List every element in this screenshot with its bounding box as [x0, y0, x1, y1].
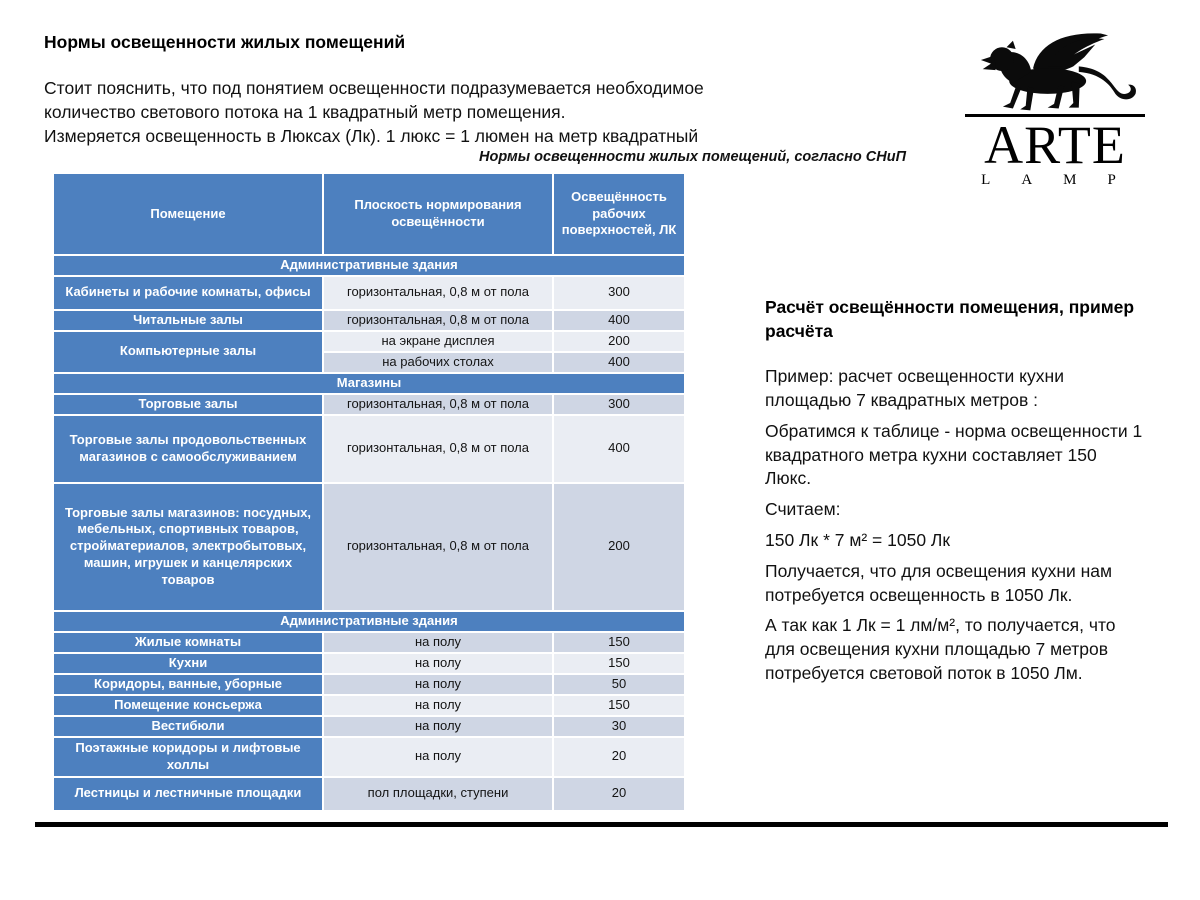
plane-cell: на рабочих столах — [324, 353, 552, 372]
lux-cell: 300 — [554, 277, 684, 309]
lux-cell: 400 — [554, 311, 684, 330]
table-row — [54, 416, 684, 482]
plane-cell: на полу — [324, 738, 552, 776]
calc-paragraph: Обратимся к таблице - норма освещенности 1 квадратного метра кухни составляет 150 Люкс. — [765, 420, 1143, 489]
plane-cell: горизонтальная, 0,8 м от пола — [324, 311, 552, 330]
intro-paragraph-1: Стоит пояснить, что под понятием освещенности подразумевается необходимое количество светового потока на 1 квадратный метр помещения. — [44, 78, 704, 123]
plane-cell: горизонтальная, 0,8 м от пола — [324, 484, 552, 610]
section-row — [54, 612, 684, 631]
plane-cell: на полу — [324, 675, 552, 694]
lux-cell: 400 — [554, 416, 684, 482]
table-row — [54, 311, 684, 330]
calculation-example — [765, 296, 1147, 693]
calc-paragraph: Считаем: — [765, 499, 841, 520]
plane-cell: на полу — [324, 717, 552, 736]
section-row — [54, 374, 684, 393]
intro-text — [44, 76, 758, 148]
room-cell: Торговые залы — [54, 395, 322, 414]
room-cell: Торговые залы магазинов: посудных, мебельных, спортивных товаров, стройматериалов, электробытовых, машин, игрушек и канцелярских товаров — [54, 484, 322, 610]
page-title: Нормы освещенности жилых помещений — [44, 32, 406, 52]
lux-cell: 200 — [554, 484, 684, 610]
table-row — [54, 696, 684, 715]
section-title: Административные здания — [54, 256, 684, 275]
section-title: Магазины — [54, 374, 684, 393]
section-row — [54, 256, 684, 275]
table-row — [54, 738, 684, 776]
room-cell: Жилые комнаты — [54, 633, 322, 652]
calc-title: Расчёт освещённости помещения, пример расчёта — [765, 297, 1135, 341]
plane-cell: на полу — [324, 654, 552, 673]
room-cell: Читальные залы — [54, 311, 322, 330]
room-cell: Лестницы и лестничные площадки — [54, 778, 322, 810]
lux-cell: 150 — [554, 633, 684, 652]
plane-cell: горизонтальная, 0,8 м от пола — [324, 416, 552, 482]
room-cell: Торговые залы продовольственных магазинов с самообслуживанием — [54, 416, 322, 482]
winged-lion-icon — [963, 28, 1147, 114]
column-header-plane: Плоскость нормирования освещённости — [324, 174, 552, 254]
table-row — [54, 717, 684, 736]
room-cell: Поэтажные коридоры и лифтовые холлы — [54, 738, 322, 776]
lux-cell: 300 — [554, 395, 684, 414]
lux-cell: 50 — [554, 675, 684, 694]
table-row — [54, 332, 684, 351]
calc-formula: 150 Лк * 7 м² = 1050 Лк — [765, 530, 951, 551]
lux-cell: 30 — [554, 717, 684, 736]
brand-subname: LAMP — [981, 171, 1147, 188]
section-title: Административные здания — [54, 612, 684, 631]
lux-cell: 150 — [554, 696, 684, 715]
lux-cell: 150 — [554, 654, 684, 673]
plane-cell: горизонтальная, 0,8 м от пола — [324, 395, 552, 414]
room-cell: Кабинеты и рабочие комнаты, офисы — [54, 277, 322, 309]
plane-cell: горизонтальная, 0,8 м от пола — [324, 277, 552, 309]
plane-cell: на полу — [324, 633, 552, 652]
brand-name: ARTE — [984, 115, 1126, 175]
lux-cell: 20 — [554, 778, 684, 810]
room-cell: Кухни — [54, 654, 322, 673]
lux-cell: 200 — [554, 332, 684, 351]
table-row — [54, 778, 684, 810]
table-row — [54, 654, 684, 673]
room-cell: Коридоры, ванные, уборные — [54, 675, 322, 694]
table-row — [54, 633, 684, 652]
lux-cell: 20 — [554, 738, 684, 776]
table-header-row — [54, 174, 684, 254]
plane-cell: пол площадки, ступени — [324, 778, 552, 810]
room-cell: Вестибюли — [54, 717, 322, 736]
lighting-norms-table — [52, 172, 686, 812]
room-cell: Компьютерные залы — [54, 332, 322, 372]
lux-cell: 400 — [554, 353, 684, 372]
table-row — [54, 277, 684, 309]
plane-cell: на экране дисплея — [324, 332, 552, 351]
bottom-divider — [35, 822, 1168, 827]
calc-paragraph: Пример: расчет освещенности кухни площадью 7 квадратных метров : — [765, 366, 1064, 411]
plane-cell: на полу — [324, 696, 552, 715]
room-cell: Помещение консьержа — [54, 696, 322, 715]
calc-paragraph: Получается, что для освещения кухни нам потребуется освещенность в 1050 Лк. — [765, 560, 1113, 605]
column-header-room: Помещение — [54, 174, 322, 254]
table-row — [54, 484, 684, 610]
column-header-lux: Освещённость рабочих поверхностей, ЛК — [554, 174, 684, 254]
table-row — [54, 675, 684, 694]
intro-paragraph-2: Измеряется освещенность в Люксах (Лк). 1 люкс = 1 люмен на метр квадратный — [44, 126, 699, 147]
arte-lamp-logo — [955, 28, 1155, 189]
calc-paragraph: А так как 1 Лк = 1 лм/м², то получается, что для освещения кухни площадью 7 метров потребуется световой поток в 1050 Лм. — [765, 615, 1116, 684]
table-caption: Нормы освещенности жилых помещений, согласно СНиП — [479, 149, 906, 165]
table-row — [54, 395, 684, 414]
